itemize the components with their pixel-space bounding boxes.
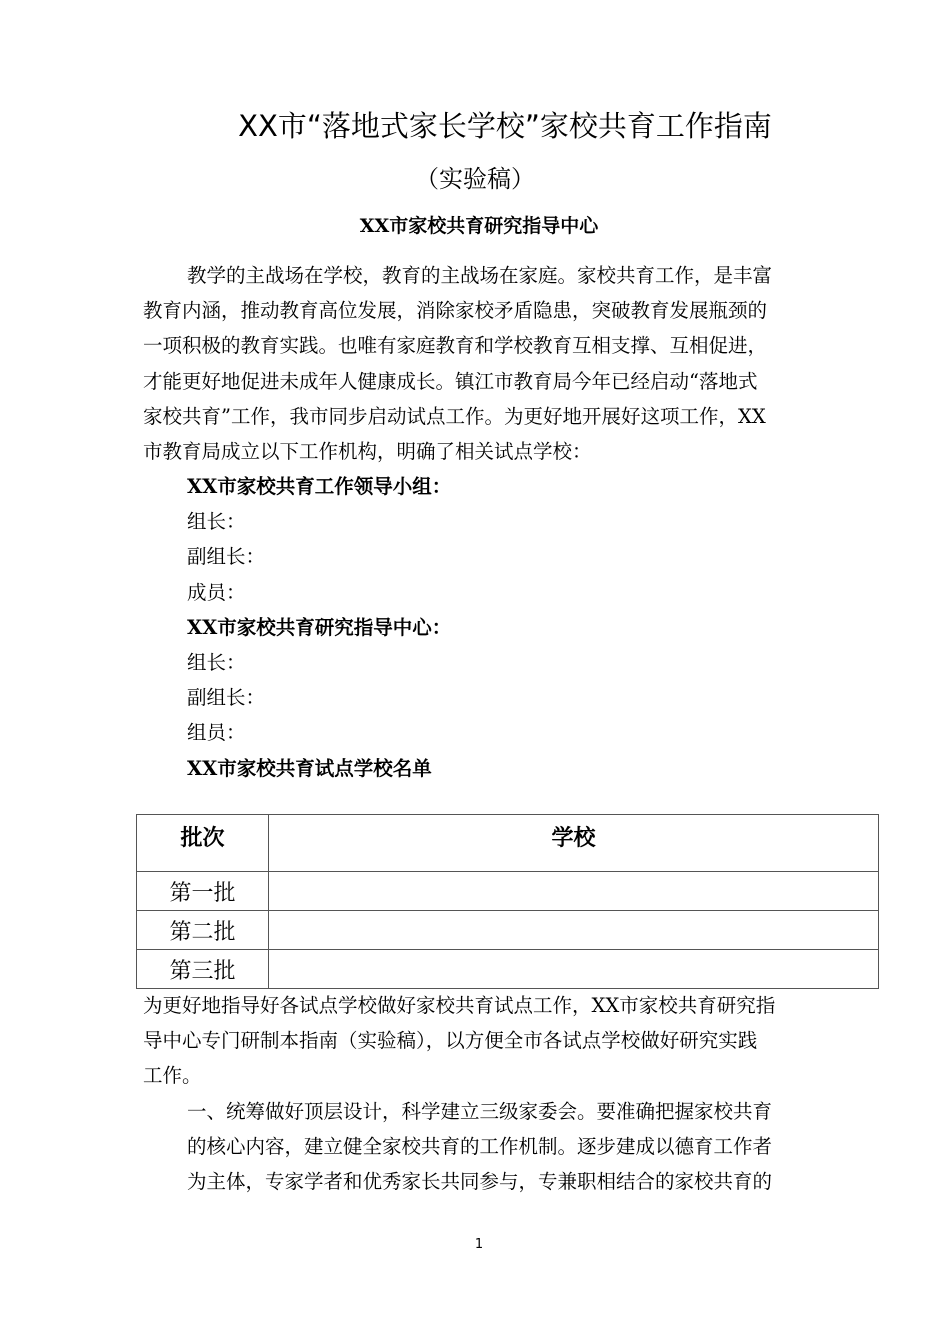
pilot-list-heading: XX市家校共育试点学校名单 (187, 757, 432, 780)
role-leader: 组长： (187, 651, 246, 674)
role-deputy-leader: 副组长： (187, 545, 266, 568)
role-members: 成员： (187, 581, 246, 604)
pilot-schools-table (136, 814, 879, 989)
batch-cell: 第二批 (137, 911, 269, 950)
document-title: XX市“落地式家长学校”家校共育工作指南 (238, 109, 772, 143)
research-center-heading: XX市家校共育研究指导中心： (187, 616, 452, 639)
intro-line: 家校共育”工作，我市同步启动试点工作。为更好地开展好这项工作，XX (143, 405, 766, 428)
intro-line: 市教育局成立以下工作机构，明确了相关试点学校： (143, 440, 592, 463)
purpose-line: 工作。 (143, 1064, 202, 1087)
column-header-school: 学校 (269, 815, 879, 872)
organization-name: XX市家校共育研究指导中心 (359, 215, 599, 237)
section-1-line: 一、统筹做好顶层设计，科学建立三级家委会。要准确把握家校共育 (187, 1100, 773, 1123)
role-members: 组员： (187, 721, 246, 744)
purpose-line: 为更好地指导好各试点学校做好家校共育试点工作，XX市家校共育研究指 (143, 994, 776, 1017)
table-row (137, 950, 879, 989)
document-subtitle: （实验稿） (415, 165, 535, 193)
intro-line: 一项积极的教育实践。也唯有家庭教育和学校教育互相支撑、互相促进， (143, 334, 768, 357)
intro-line: 才能更好地促进未成年人健康成长。镇江市教育局今年已经启动“落地式 (143, 370, 758, 393)
role-deputy-leader: 副组长： (187, 686, 266, 709)
leadership-group-heading: XX市家校共育工作领导小组： (187, 475, 452, 498)
purpose-line: 导中心专门研制本指南（实验稿），以方便全市各试点学校做好研究实践 (143, 1029, 758, 1052)
school-cell (269, 950, 879, 989)
page-number: 1 (474, 1237, 484, 1252)
section-1-line: 为主体，专家学者和优秀家长共同参与，专兼职相结合的家校共育的 (187, 1170, 773, 1193)
role-leader: 组长： (187, 510, 246, 533)
section-1-line: 的核心内容，建立健全家校共育的工作机制。逐步建成以德育工作者 (187, 1135, 773, 1158)
table-header-row (137, 815, 879, 872)
batch-cell: 第一批 (137, 872, 269, 911)
batch-cell: 第三批 (137, 950, 269, 989)
intro-line: 教学的主战场在学校，教育的主战场在家庭。家校共育工作，是丰富 (187, 264, 773, 287)
column-header-batch: 批次 (137, 815, 269, 872)
intro-line: 教育内涵，推动教育高位发展，消除家校矛盾隐患，突破教育发展瓶颈的 (143, 299, 768, 322)
school-cell (269, 911, 879, 950)
table-row (137, 911, 879, 950)
table-row (137, 872, 879, 911)
school-cell (269, 872, 879, 911)
